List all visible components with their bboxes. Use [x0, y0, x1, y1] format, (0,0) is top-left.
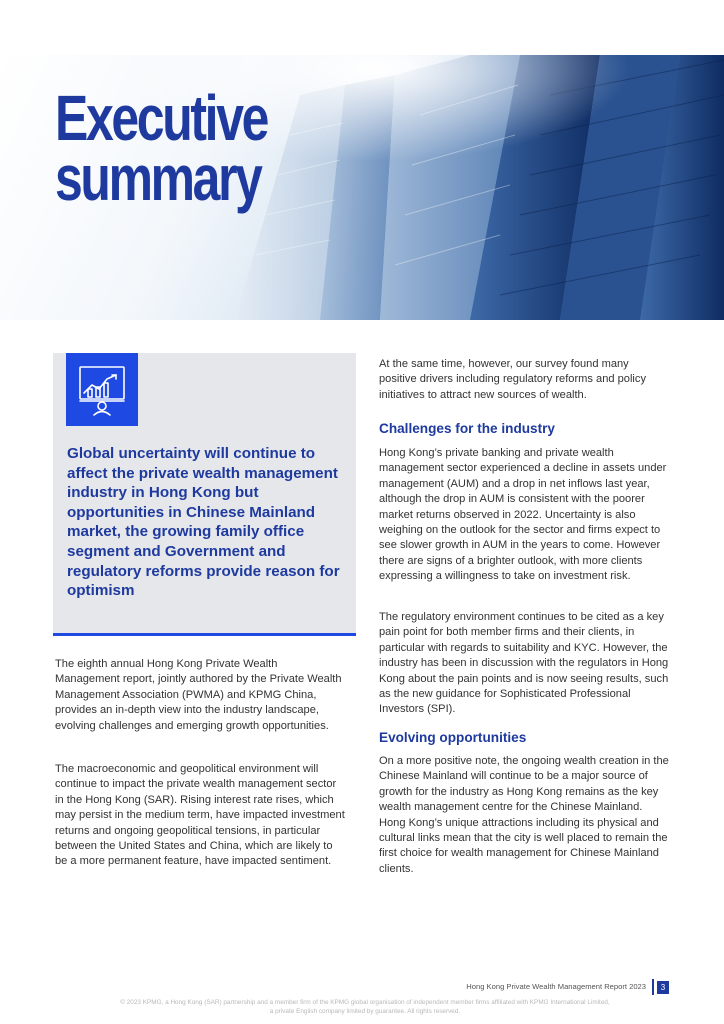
right-intro-paragraph: At the same time, however, our survey found many positive drivers including regulatory reforms and policy initiatives to attract new sources of wealth. [379, 358, 646, 401]
footer-divider [652, 979, 654, 995]
title-line-2: summary [55, 142, 261, 214]
callout-text: Global uncertainty will continue to affect the private wealth management industry in Hong Kong but opportunities in Chinese Mainland market, the growing family office segment and Government and regulatory reforms provide reason for optimism [67, 445, 340, 600]
page-number: 3 [657, 981, 669, 994]
page-title [55, 82, 268, 214]
footer-report-title: Hong Kong Private Wealth Management Report 2023 [466, 982, 646, 991]
title-line-1: Executive [55, 82, 268, 154]
legal-line-2: a private English company limited by guarantee. All rights reserved. [269, 1008, 461, 1015]
left-paragraph-2: The macroeconomic and geopolitical environment will continue to impact the private wealth management sector in the Hong Kong (SAR). Rising interest rate rises, which may persist in the medium term, have impacted investment returns and ongoing geopolitical tensions, in particular between the United States and China, which are likely to be a more permanent feature, have impacted sentiment. [55, 763, 345, 868]
key-message-callout [53, 353, 356, 636]
left-paragraph-1: The eighth annual Hong Kong Private Wealth Management report, jointly authored by the Private Wealth Management Association (PWMA) and KPMG China, provides an in-depth view into the industry landscape, evolving challenges and emerging growth opportunities. [55, 658, 342, 732]
challenges-paragraph-1: Hong Kong’s private banking and private wealth management sector experienced a decline in assets under management (AUM) and a drop in net inflows last year, although the drop in AUM is consistent with the poorer market returns observed in 2022. Uncertainty is also weighing on the outlook for the sector and firms expect to see slower growth in AUM in the years to come. However there are signs of a brighter outlook, with more clients expressing a willingness to take on investment risk. [379, 447, 667, 583]
callout-icon-tile [66, 353, 138, 426]
opportunities-paragraph-1: On a more positive note, the ongoing wealth creation in the Chinese Mainland will continue to be a major source of growth for the industry as Hong Kong remains as the key wealth management centre for the Chinese Mainland. Hong Kong’s unique attractions including its physical and cultural links mean that the city is well placed to remain the first choice for wealth management for Chinese Mainland clients. [379, 755, 669, 875]
legal-notice [60, 998, 670, 1016]
legal-line-1: © 2023 KPMG, a Hong Kong (SAR) partnership and a member firm of the KPMG global organisation of independent member firms affiliated with KPMG International Limited, [120, 999, 610, 1006]
challenges-heading: Challenges for the industry [379, 421, 555, 436]
wealth-chart-icon [66, 353, 138, 426]
challenges-paragraph-2: The regulatory environment continues to be cited as a key pain point for both member firms and their clients, in particular with regards to suitability and KYC. However, the industry has been in discussion with the regulators in Hong Kong about the pain points and is now seeing results, such as the new guidance for Sophisticated Professional Investors (SPI). [379, 611, 669, 716]
opportunities-heading: Evolving opportunities [379, 730, 527, 745]
